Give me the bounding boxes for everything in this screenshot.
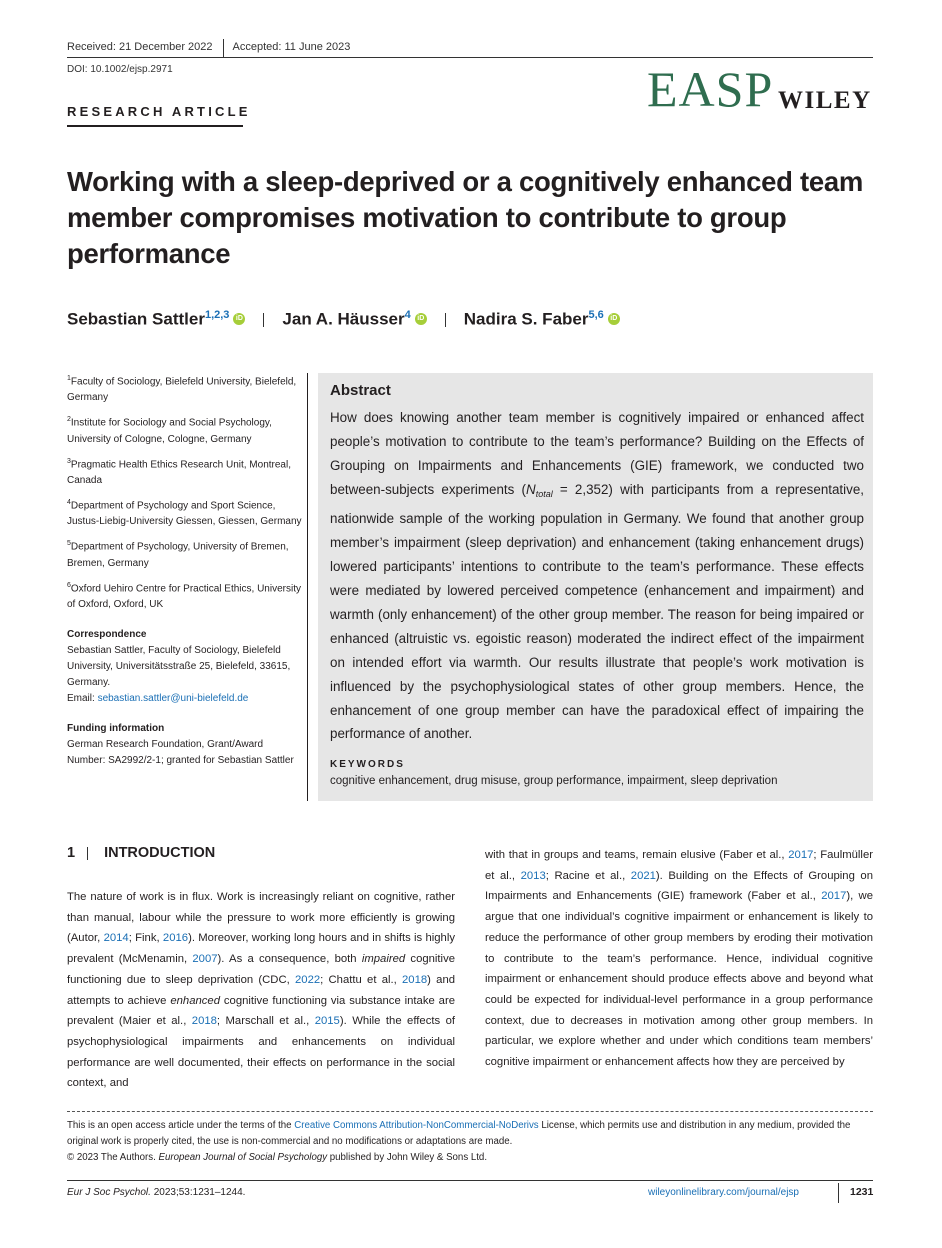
- citation-link[interactable]: 2007: [192, 953, 218, 966]
- citation-volume: 2023;53:1231–1244.: [150, 1187, 246, 1198]
- correspondence-text: [67, 643, 302, 707]
- abstract-heading: Abstract: [330, 382, 391, 399]
- author-separator: [263, 313, 264, 327]
- email-link[interactable]: sebastian.sattler@uni-bielefeld.de: [97, 692, 249, 704]
- wiley-logo: WILEY: [778, 87, 872, 114]
- citation-link[interactable]: 2016: [162, 932, 189, 945]
- article-type-underline: [67, 125, 243, 127]
- author[interactable]: [282, 309, 426, 330]
- author-affiliation-ref[interactable]: 5,6: [588, 309, 604, 321]
- affiliation-number: 3: [67, 457, 71, 465]
- date-separator: [223, 39, 224, 57]
- affiliation: [67, 454, 302, 489]
- body-text: cognitive functioning due to sleep deprivation (CDC,: [67, 953, 456, 986]
- citation-link[interactable]: 2017: [821, 890, 847, 903]
- body-text: ). As a consequence, both: [217, 953, 362, 966]
- affiliation-text: Department of Psychology and Sport Science, Justus-Liebig-University Giessen, Giessen, Germany: [67, 500, 302, 528]
- correspondence-heading: Correspondence: [67, 628, 147, 640]
- affiliation-text: Pragmatic Health Ethics Research Unit, Montreal, Canada: [67, 458, 291, 486]
- body-text: ) and attempts to achieve: [67, 973, 456, 1007]
- citation-link[interactable]: 2015: [314, 1015, 340, 1028]
- author-affiliation-ref[interactable]: 1,2,3: [204, 309, 230, 321]
- n-subscript: total: [535, 489, 553, 500]
- body-text: ; Marschall et al.,: [216, 1015, 315, 1028]
- affiliation-number: 6: [67, 581, 71, 589]
- author-name: Jan A. Häusser: [282, 309, 405, 329]
- author-name: Sebastian Sattler: [67, 309, 205, 329]
- license-link[interactable]: Creative Commons Attribution-NonCommercial-NoDerivs: [294, 1120, 539, 1131]
- body-text: ). Building on the Effects of Grouping on Impairments and Enhancements (GIE) framework (Faber et al.,: [485, 869, 873, 903]
- affiliation: [67, 371, 302, 406]
- footer-separator: [838, 1183, 839, 1203]
- emphasis-text: impaired: [361, 953, 406, 966]
- body-column-left: [67, 887, 455, 1094]
- author-list: [67, 309, 620, 330]
- citation-link[interactable]: 2021: [630, 869, 656, 882]
- body-text: with that in groups and teams, remain elusive (Faber et al.,: [485, 849, 789, 861]
- n-symbol: N: [526, 481, 536, 497]
- affiliation-number: 5: [67, 540, 71, 548]
- journal-url[interactable]: wileyonlinelibrary.com/journal/ejsp: [648, 1187, 799, 1198]
- license-text: License, which permits use and distribution in any medium, provided the original work is properly cited, the use is non-commercial and no modifications or adaptations are made.: [67, 1120, 851, 1147]
- journal-name: European Journal of Social Psychology: [158, 1152, 328, 1163]
- accepted-date: Accepted: 11 June 2023: [232, 40, 351, 53]
- publication-dates: [67, 38, 350, 56]
- copyright-text: © 2023 The Authors.: [67, 1152, 159, 1163]
- funding-text: German Research Foundation, Grant/Award Number: SA2992/2-1; granted for Sebastian Sattler: [67, 738, 294, 766]
- abstract-text: [330, 406, 864, 746]
- body-text: cognitive functioning via substance intake are prevalent (Maier et al.,: [67, 994, 455, 1028]
- body-text: ; Faulmüller et al.,: [485, 849, 873, 882]
- header-rule: [67, 57, 873, 58]
- affiliation: [67, 536, 302, 571]
- easp-logo: EASP: [647, 61, 774, 117]
- section-bar: [87, 847, 88, 860]
- citation: [67, 1187, 245, 1198]
- body-column-right: [485, 845, 873, 1073]
- footnote-rule: [67, 1111, 873, 1112]
- abstract-part: How does knowing another team member is cognitively impaired or enhanced affect people’s motivation to contribute to the team’s performance? Building on the Effects of Grouping on Impairments and Enhancements (GIE) framework, we conducted two between-subjects experiments (: [330, 410, 864, 497]
- abstract-box: [318, 373, 873, 801]
- body-text: ), we argue that one individual’s cognitive impairment or enhancement is likely to reduce the performance of other group members by eroding their motivation to contribute to the team’s performance. Hence, individual cognitive impairment or enhancement should produce effects above and beyond what could be expected for individual-level performance in a group performance context, due to decreases in motivation among other group members. In particular, we explore whether and under which conditions team members’ cognitive impairment or enhancement affects how they are perceived by: [485, 890, 873, 1069]
- author-affiliation-ref[interactable]: 4: [404, 309, 411, 321]
- author[interactable]: [67, 309, 245, 330]
- body-text: ; Chattu et al.,: [320, 973, 403, 986]
- citation-link[interactable]: 2013: [520, 869, 546, 882]
- license-footnote: [67, 1118, 873, 1166]
- author-separator: [445, 313, 446, 327]
- citation-link[interactable]: 2018: [402, 973, 428, 986]
- keywords-heading: KEYWORDS: [330, 759, 405, 770]
- body-text: ; Racine et al.,: [545, 869, 631, 882]
- author-name: Nadira S. Faber: [463, 309, 589, 329]
- citation-link[interactable]: 2022: [295, 973, 321, 986]
- affiliation: [67, 578, 302, 613]
- affiliation-number: 1: [67, 375, 71, 382]
- affiliation: [67, 495, 302, 530]
- citation-link[interactable]: 2014: [103, 932, 129, 945]
- body-text: ). While the effects of psychophysiological impairments and enhancements on individual performance are well documented, their effects on performance in the social context, and: [67, 1015, 455, 1090]
- affiliation-text: Faculty of Sociology, Bielefeld University, Bielefeld, Germany: [67, 376, 297, 404]
- orcid-icon[interactable]: iD: [233, 313, 245, 325]
- article-title: Working with a sleep-deprived or a cognitively enhanced team member compromises motivation to contribute to group performance: [67, 166, 864, 269]
- footer-rule: [67, 1180, 873, 1181]
- emphasis-text: enhanced: [170, 994, 220, 1007]
- citation-journal: Eur J Soc Psychol.: [67, 1187, 151, 1198]
- section-heading: [67, 845, 215, 861]
- correspondence-address: Sebastian Sattler, Faculty of Sociology, Bielefeld University, Universitätsstraße 25, Bielefeld, 33615, Germany.: [67, 644, 291, 688]
- body-text: ; Fink,: [128, 932, 163, 945]
- email-label: Email:: [67, 692, 98, 704]
- body-text: The nature of work is in flux. Work is increasingly reliant on cognitive, rather than manual, labour while the pressure to work more efficiently is growing (Autor,: [67, 891, 455, 945]
- keywords: cognitive enhancement, drug misuse, group performance, impairment, sleep deprivation: [330, 775, 778, 787]
- copyright-text: published by John Wiley & Sons Ltd.: [327, 1152, 488, 1163]
- affiliation-number: 2: [67, 416, 71, 424]
- doi[interactable]: DOI: 10.1002/ejsp.2971: [67, 64, 173, 75]
- citation-link[interactable]: 2018: [191, 1015, 217, 1028]
- affiliations-column: [67, 371, 302, 769]
- body-text: ). Moreover, working long hours and in shifts is highly prevalent (McMenamin,: [67, 932, 456, 966]
- affiliation-text: Oxford Uehiro Centre for Practical Ethics, University of Oxford, Oxford, UK: [67, 582, 301, 610]
- affiliation-text: Institute for Sociology and Social Psychology, University of Cologne, Cologne, Germany: [67, 417, 272, 445]
- affiliation-text: Department of Psychology, University of Bremen, Bremen, Germany: [67, 541, 289, 569]
- article-type: RESEARCH ARTICLE: [67, 104, 251, 119]
- column-divider: [307, 373, 308, 801]
- orcid-icon[interactable]: iD: [608, 313, 620, 325]
- affiliation-number: 4: [67, 498, 71, 506]
- citation-link[interactable]: 2017: [788, 849, 814, 861]
- author[interactable]: [464, 309, 620, 330]
- section-title: INTRODUCTION: [104, 845, 216, 861]
- license-text: This is an open access article under the terms of the: [67, 1120, 295, 1131]
- affiliation: [67, 412, 302, 447]
- funding-heading: Funding information: [67, 722, 165, 734]
- section-number: 1: [67, 845, 76, 861]
- abstract-part: = 2,352) with participants from a representative, nationwide sample of the working population in Germany. We found that another group member’s impairment (sleep deprivation) and enhancement (taking enhancement drugs) lowered participants’ intentions to contribute to the team’s performance. These effects were mediated by lowered perceived competence (enhancement and impairment) and warmth (only enhancement) of the other group member. The reason for being impaired or enhanced (altruistic vs. egoistic reason) moderated the indirect effect of the impairment on intended effort via warmth. Our results illustrate that people’s work motivation is influenced by the psychophysiological states of other group members. Hence, the enhancement of one group member can have the paradoxical effect of impairing the performance of another.: [330, 481, 864, 742]
- orcid-icon[interactable]: iD: [415, 313, 427, 325]
- received-date: Received: 21 December 2022: [67, 40, 213, 53]
- page-number: 1231: [850, 1186, 874, 1198]
